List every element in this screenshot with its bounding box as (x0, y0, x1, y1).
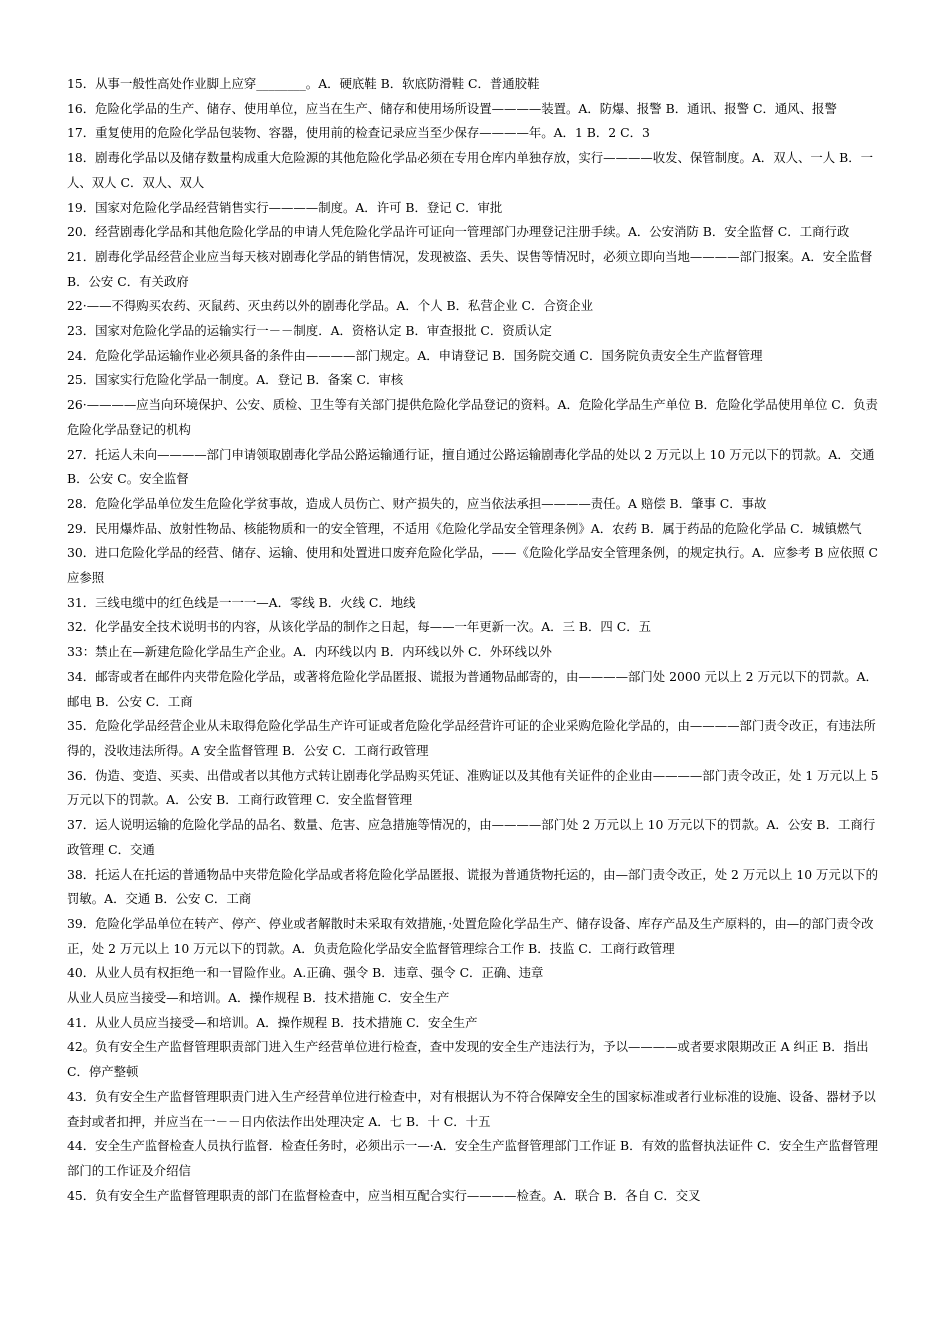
question-43: 43．负有安全生产监督管理职责门进入生产经营单位进行检查中，对有根据认为不符合保障安全生的国家标准或者行业标准的设施、设备、器材予以查封或者扣押，并应当在一－－日内依法作出处理决定 A．七 B．十 C．十五 (67, 1088, 876, 1129)
question-24: 24．危险化学品运输作业必须具备的条件由————部门规定。A．申请登记 B．国务院交通 C．国务院负责安全生产监督管理 (67, 347, 763, 363)
question-18: 18．剧毒化学品以及储存数量构成重大危险源的其他危险化学品必须在专用仓库内单独存放，实行————收发、保管制度。A．双人、一人 B．一人、双人 C．双人、双人 (67, 150, 873, 190)
question-30: 30．进口危险化学品的经营、储存、运输、使用和处置进口废弃危险化学品，——《危险化学品安全管理条例，的规定执行。A．应参考 B 应依照 C 应参照 (67, 545, 878, 586)
question-31: 31．三线电缆中的红色线是一一一—A．零线 B．火线 C．地线 (67, 594, 416, 610)
question-33: 33：禁止在—新建危险化学品生产企业。A．内环线以内 B．内环线以外 C．外环线以外 (67, 644, 552, 660)
question-22: 22·——不得购买农药、灭鼠药、灭虫药以外的剧毒化学品。A．个人 B．私营企业 C．合资企业 (67, 298, 593, 314)
question-20: 20．经营剧毒化学品和其他危险化学品的申请人凭危险化学品许可证向一管理部门办理登记注册手续。A．公安消防 B．安全监督 C．工商行政 (67, 224, 850, 240)
question-17: 17．重复使用的危险化学品包装物、容器，使用前的检查记录应当至少保存————年。A．1 B．2 C．3 (67, 125, 650, 141)
question-44: 44．安全生产监督检查人员执行监督．检查任务时，必须出示一—·A．安全生产监督管理部门工作证 B．有效的监督执法证件 C．安全生产监督管理部门的工作证及介绍信 (67, 1138, 878, 1178)
question-32: 32．化学晶安全技术说明书的内容，从该化学品的制作之日起，每——一年更新一次。A．三 B．四 C．五 (67, 619, 651, 635)
question-34: 34．邮寄或者在邮件内夹带危险化学品，或著将危险化学品匿报、谎报为普通物品邮寄的，由————部门处 2000 元以上 2 万元以下的罚款。A．邮电 B．公安 C．工商 (67, 668, 878, 709)
question-37: 37．运人说明运输的危险化学品的品名、数量、危害、应急措施等情况的，由————部门处 2 万元以上 10 万元以下的罚款。A．公安 B．工商行政管理 C．交通 (67, 817, 876, 857)
question-27: 27．托运人未向————部门申请领取剧毒化学品公路运输通行证，擅自通过公路运输剧毒化学品的处以 2 万元以上 10 万元以下的罚款。A．交通 B．公安 C。安全监督 (67, 446, 875, 487)
question-45: 45．负有安全生产监督管理职责的部门在监督检查中，应当相互配合实行————检查。A．联合 B．各自 C．交叉 (67, 1187, 701, 1203)
question-35: 35．危险化学品经营企业从未取得危险化学品生产许可证或者危险化学品经营许可证的企业采购危险化学品的，由————部门责令改正，有违法所得的，没收违法所得。A 安全监督管理 B．公安 C．工商行政管理 (67, 718, 876, 758)
question-23: 23．国家对危险化学品的运输实行一－－制度．A．资格认定 B．审查报批 C．资质认定 (67, 323, 552, 339)
question-39: 39．危险化学品单位在转产、停产、停业或者解散时未采取有效措施，·处置危险化学品生产、储存设备、库存产品及生产原料的，由—的部门责令改正，处 2 万元以上 10 万元以下的罚款。A．负责危险化学品安全监督管理综合工作 B．技监 C．工商行政管理 (67, 915, 874, 956)
question-21: 21．剧毒化学品经营企业应当每天核对剧毒化学品的销售情况，发现被盗、丢失、误售等情况时，必须立即向当地————部门报案。A．安全监督 B．公安 C．有关政府 (67, 248, 873, 289)
question-29: 29．民用爆炸品、放射性物品、核能物质和一的安全管理，不适用《危险化学品安全管理条例》A．农药 B．属于药品的危险化学品 C．城镇燃气 (67, 520, 862, 536)
question-25: 25．国家实行危险化学品一制度。A．登记 B．备案 C．审核 (67, 372, 404, 388)
question-42: 42。负有安全生产监督管理职责部门进入生产经营单位进行检查，查中发现的安全生产违法行为，予以————或者要求限期改正 A 纠正 B．指出 C．停产整顿 (67, 1039, 869, 1080)
question-19: 19．国家对危险化学品经营销售实行————制度。A．许可 B．登记 C．审批 (67, 199, 503, 215)
question-40: 40．从业人员有权拒绝一和一冒险作业。A.正确、强令 B．违章、强令 C．正确、违章 (67, 965, 544, 981)
question-28: 28．危险化学品单位发生危险化学贫事故，造成人员伤亡、财产损失的，应当依法承担————责任。A 赔偿 B．肇事 C．事故 (67, 495, 767, 511)
question-38: 38．托运人在托运的普通物品中夹带危险化学品或者将危险化学品匿报、谎报为普通货物托运的，由—部门责令改正，处 2 万元以上 10 万元以下的罚敏。A．交通 B．公安 C．工商 (67, 866, 878, 907)
document-body (67, 72, 887, 1208)
question-40-continuation: 从业人员应当接受—和培训。A．操作规程 B．技术措施 C．安全生产 (67, 990, 450, 1006)
question-41: 41．从业人员应当接受—和培训。A．操作规程 B．技术措施 C．安全生产 (67, 1014, 478, 1030)
question-15: 15．从事一般性高处作业脚上应穿________。A．硬底鞋 B．软底防滑鞋 C．普通胶鞋 (67, 76, 540, 91)
question-26: 26·————应当向环境保护、公安、质检、卫生等有关部门提供危险化学品登记的资料。A．危险化学品生产单位 B．危险化学品使用单位 C．负责危险化学品登记的机构 (67, 397, 878, 437)
question-36: 36．伪造、变造、买卖、出借或者以其他方式转让剧毒化学品购买凭证、准购证以及其他有关证件的企业由————部门责令改正，处 1 万元以上 5 万元以下的罚款。A．公安 B．工商行政管理 C．安全监督管理 (67, 767, 879, 808)
question-16: 16．危险化学品的生产、储存、使用单位，应当在生产、储存和使用场所设置————装置。A．防爆、报警 B．通讯、报警 C．通风、报警 (67, 100, 837, 116)
